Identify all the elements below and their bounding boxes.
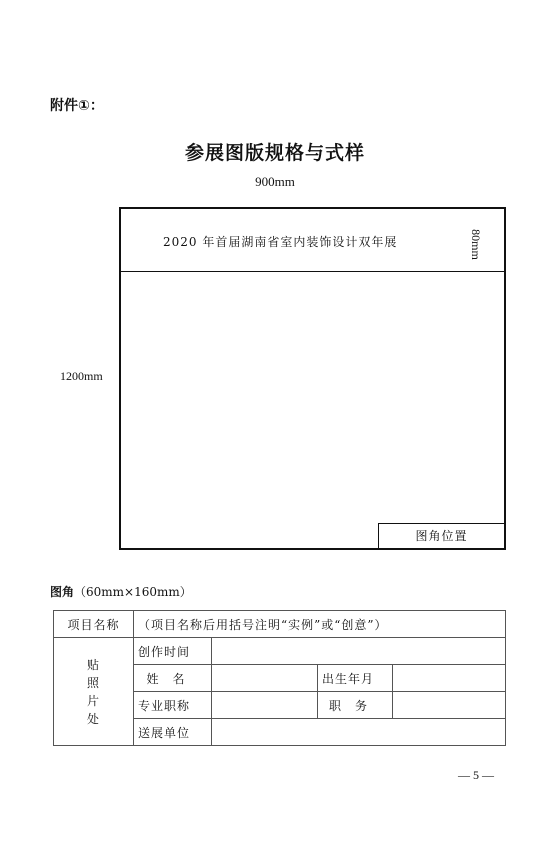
header-height-label: 80mm [468, 229, 483, 260]
photo-placeholder [54, 638, 134, 746]
project-name-value: （项目名称后用括号注明“实例”或“创意”） [134, 611, 506, 638]
corner-spec-size: （60mm×160mm） [74, 585, 192, 599]
page-number: — 5 — [458, 768, 494, 782]
corner-spec-caption [50, 583, 192, 600]
project-name-label: 项目名称 [54, 611, 134, 638]
corner-info-table [53, 610, 506, 746]
photo-label-char: 照 [86, 675, 100, 690]
attachment-label: 附件①： [50, 98, 104, 114]
photo-label-char: 处 [86, 711, 100, 726]
board-height-label: 1200mm [60, 369, 103, 383]
exhibition-name: 2020 年首届湖南省室内装饰设计双年展 [163, 235, 398, 249]
birth-label: 出生年月 [318, 665, 393, 692]
page-title: 参展图版规格与式样 [184, 142, 365, 164]
creation-time-label: 创作时间 [134, 638, 212, 665]
photo-label-char: 贴 [86, 657, 100, 672]
submitting-unit-value [212, 719, 506, 746]
board-header-band [121, 209, 504, 272]
position-label: 职务 [318, 692, 393, 719]
creation-time-value [212, 638, 506, 665]
position-value [393, 692, 506, 719]
corner-position-box: 图角位置 [378, 523, 504, 548]
submitting-unit-label: 送展单位 [134, 719, 212, 746]
table-row [54, 638, 506, 665]
professional-title-value [212, 692, 318, 719]
name-label: 姓名 [134, 665, 212, 692]
birth-value [393, 665, 506, 692]
board-width-label: 900mm [255, 174, 295, 189]
professional-title-label: 专业职称 [134, 692, 212, 719]
table-row [54, 611, 506, 638]
name-value [212, 665, 318, 692]
photo-label-char: 片 [86, 693, 100, 708]
board-layout-diagram [119, 207, 506, 550]
corner-spec-label: 图角 [50, 585, 75, 599]
